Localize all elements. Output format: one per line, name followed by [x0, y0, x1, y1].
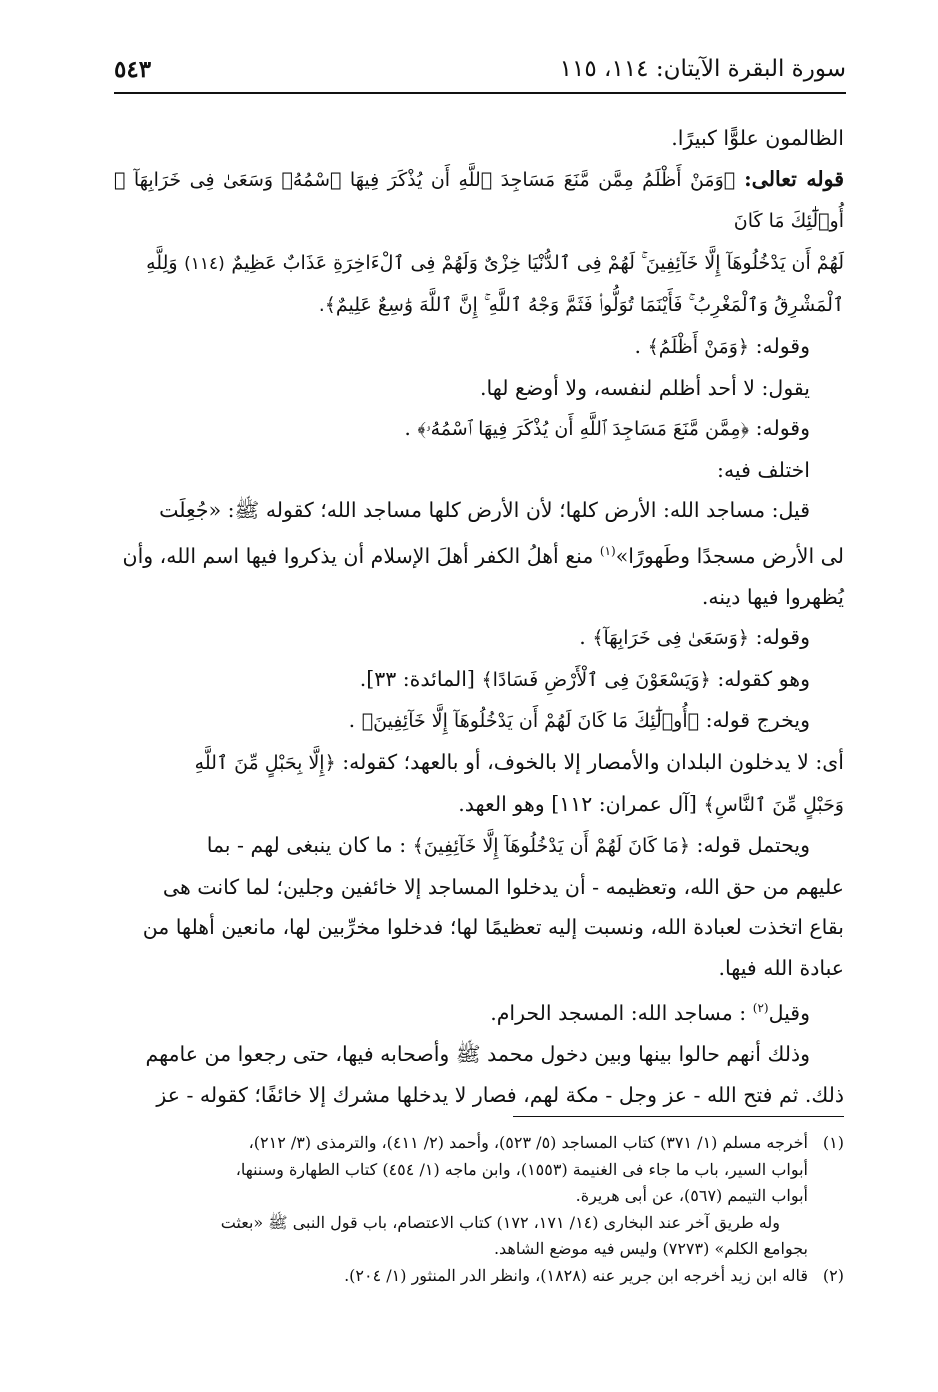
text-line — [114, 408, 844, 450]
text-fragment: . — [634, 333, 642, 358]
text-line: يقول: لا أحد أظلم لنفسه، ولا أوضع لها. — [479, 375, 810, 400]
main-text — [114, 118, 844, 1115]
text-line — [114, 700, 844, 742]
text-line: الظالمون علوًّا كبيرًا. — [671, 126, 844, 150]
text-line: ذلك. ثم فتح الله - عز وجل - مكة لهم، فصار لا يدخلها مشرك إلا خائفًا؛ كقوله - عز — [156, 1082, 844, 1107]
running-header — [114, 52, 846, 94]
text-fragment: . — [579, 625, 586, 650]
text-line — [114, 988, 844, 1034]
text-fragment: . — [404, 416, 411, 441]
quran-verse: وَلِلَّهِ — [146, 251, 178, 274]
footnote-2 — [114, 1263, 844, 1290]
text-fragment: : مساجد الله: المسجد الحرام. — [490, 1001, 747, 1026]
text-fragment: وقوله: — [755, 416, 810, 441]
quran-verse: لَهُمْ أَن يَدْخُلُوهَآ إِلَّا خَآئِفِينَ ۚ لَهُمْ فِى ٱلدُّنْيَا خِزْىٌ وَلَهُمْ فِى ٱلْءَاخِرَةِ عَذَابٌ عَظِيمٌ — [231, 251, 844, 274]
footnote-text: بجوامع الكلم» (٧٢٧٣) وليس فيه موضع الشاهد. — [493, 1239, 808, 1258]
text-fragment: لى الأرض مسجدًا وطَهورًا» — [615, 543, 844, 568]
text-fragment: أى: لا يدخلون البلدان والأمصار إلا بالخوف، أو بالعهد؛ كقوله: — [342, 749, 844, 774]
text-line — [114, 784, 844, 826]
quran-quote: ﴿مَا كَانَ لَهُمْ أَن يَدْخُلُوهَآ إِلَّا خَآئِفِينَ﴾ — [412, 835, 691, 858]
verse-label: قوله تعالى: — [744, 166, 844, 191]
quran-quote: ﴿أُو۟لَٰٓئِكَ مَا كَانَ لَهُمْ أَن يَدْخُلُوهَآ إِلَّا خَآئِفِينَ﴾ — [361, 710, 700, 733]
quran-quote: وَحَبْلٍ مِّنَ ٱلنَّاسِ﴾ — [703, 793, 844, 816]
text-fragment: وقوله: — [755, 333, 810, 358]
text-line — [114, 742, 844, 784]
text-fragment: ويحتمل قوله: — [696, 833, 810, 858]
text-fragment: وقوله: — [755, 625, 810, 650]
text-line: بقاع اتخذت لعبادة الله، ونسبت إليه تعظيمًا لها؛ فدخلوا مخرِّبين لها، مانعين أهلها من — [142, 915, 844, 940]
page-number: ٥٤٣ — [114, 56, 152, 83]
text-line: اختلف فيه: — [717, 457, 810, 482]
text-line: عبادة الله فيها. — [718, 955, 844, 980]
text-line — [114, 531, 844, 577]
text-line — [114, 617, 844, 659]
text-fragment: منع أهلُ الكفر أهلَ الإسلام أن يذكروا فيها اسم الله، وأن — [122, 543, 594, 568]
footnotes — [114, 1130, 844, 1289]
footnote-1 — [114, 1130, 844, 1157]
quran-quote: ﴿وَمَنْ أَظْلَمُ﴾ — [647, 335, 750, 358]
footnote-ref: (١) — [599, 543, 616, 558]
verse-block — [114, 159, 844, 242]
verse-reference: [المائدة: ٣٣]. — [359, 666, 475, 691]
footnote-text: أخرجه مسلم (١/ ٣٧١) كتاب المساجد (٥/ ٥٢٣)، وأحمد (٢/ ٤١١)، والترمذى (٣/ ٢١٢)، — [248, 1133, 808, 1152]
footnote-text: قاله ابن زيد أخرجه ابن جرير عنه (١٨٢٨)، وانظر الدر المنثور (١/ ٢٠٤). — [344, 1265, 808, 1285]
quran-verse: ٱلْمَشْرِقُ وَٱلْمَغْرِبُ ۚ فَأَيْنَمَا تُوَلُّوا۟ فَثَمَّ وَجْهُ ٱللَّهِ ۚ إِنَّ ٱللَّهَ وَٰسِعٌ عَلِيمٌ﴾. — [318, 294, 844, 317]
footnote-ref: (٢) — [752, 1001, 769, 1016]
text-line — [114, 825, 844, 867]
quran-verse: ﴿وَمَنْ أَظْلَمُ مِمَّن مَّنَعَ مَسَاجِدَ ٱللَّهِ أَن يُذْكَرَ فِيهَا ٱسْمُهُۥ وَسَعَىٰ فِى خَرَابِهَآ ۚ أُو۟لَٰٓئِكَ مَا كَانَ — [114, 168, 844, 233]
footnote-divider — [513, 1116, 844, 1117]
quran-quote: ﴿وَسَعَىٰ فِى خَرَابِهَآ﴾ — [592, 627, 750, 650]
verse-number-marker: (١١٤) — [184, 253, 225, 274]
quran-quote: ﴿مِمَّن مَّنَعَ مَسَاجِدَ ٱللَّهِ أَن يُذْكَرَ فِيهَا ٱسْمُهُۥ﴾ — [417, 418, 750, 441]
verse-reference: [آل عمران: ١١٢] — [551, 791, 697, 816]
footnote-number: (١) — [822, 1133, 844, 1152]
quran-quote: ﴿إِلَّا بِحَبْلٍ مِّنَ ٱللَّهِ — [194, 751, 336, 774]
footnote-text: وله طريق آخر عند البخارى (١٤/ ١٧١، ١٧٢) كتاب الاعتصام، باب قول النبى ﷺ «بعثت — [220, 1212, 780, 1232]
footnote-text: أبواب السير، باب ما جاء فى الغنيمة (١٥٥٣)، وابن ماجه (١/ ٤٥٤) كتاب الطهارة وسننها، — [235, 1159, 808, 1179]
text-line — [114, 326, 844, 368]
quran-quote: ﴿وَيَسْعَوْنَ فِى ٱلْأَرْضِ فَسَادًا﴾ — [481, 668, 711, 691]
text-fragment: ويخرج قوله: — [705, 708, 810, 733]
text-fragment: وقيل — [768, 1001, 810, 1026]
text-fragment: وهو كقوله: — [717, 666, 810, 691]
footnote-text: أبواب التيمم (٥٦٧)، عن أبى هريرة. — [575, 1186, 808, 1205]
text-line: عليهم من حق الله، وتعظيمه - أن يدخلوا المساجد إلا خائفين وجلين؛ لما كانت هى — [162, 874, 844, 899]
text-fragment: وهو العهد. — [458, 791, 545, 816]
text-line: يُظهروا فيها دينه. — [701, 584, 844, 609]
text-fragment: . — [348, 708, 356, 733]
verse-block — [114, 284, 844, 326]
text-line — [114, 659, 844, 701]
verse-block — [114, 242, 844, 285]
text-line: قيل: مساجد الله: الأرض كلها؛ لأن الأرض كلها مساجد الله؛ كقوله ﷺ: «جُعِلَت — [159, 498, 810, 523]
footnote-number: (٢) — [822, 1265, 844, 1285]
header-title: سورة البقرة الآيتان: ١١٤، ١١٥ — [559, 56, 846, 82]
text-fragment: : ما كان ينبغى لهم - بما — [206, 833, 407, 858]
text-line: وذلك أنهم حالوا بينها وبين دخول محمد ﷺ وأصحابه فيها، حتى رجعوا من عامهم — [145, 1042, 810, 1067]
